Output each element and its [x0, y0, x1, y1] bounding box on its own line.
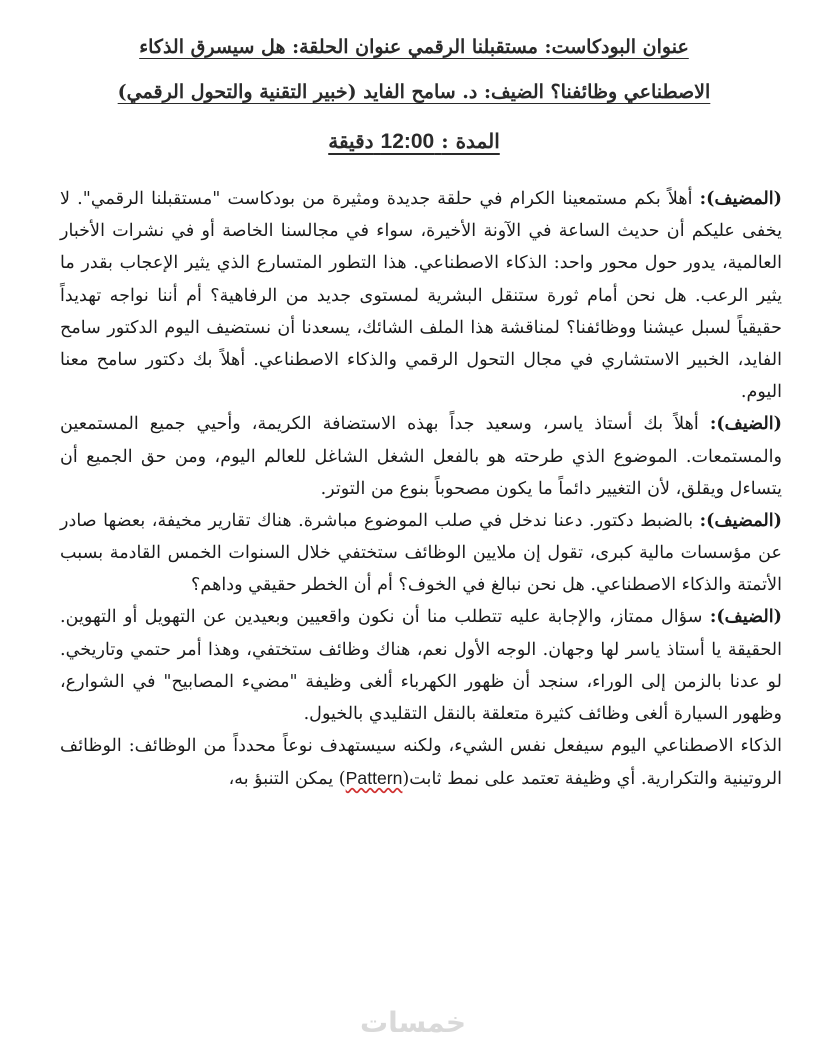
speaker-label: (الضيف): [709, 606, 782, 628]
transcript-paragraph [60, 183, 782, 408]
paragraph-text: أهلاً بكم مستمعينا الكرام في حلقة جديدة ومثيرة من بودكاست "مستقبلنا الرقمي". لا يخفى عليكم أن حديث الساعة في الآونة الأخيرة، سواء في مجالسنا الخاصة أو في نشرات الأخبار العالمية، يدور حول محور واحد: الذكاء الاصطناعي. هذا التطور المتسارع الذي يثير الإعجاب بقدر ما يثير الرعب. هل نحن أمام ثورة ستنقل البشرية لمستوى جديد من الرفاهية؟ أم أننا نواجه تهديداً حقيقياً لسبل عيشنا ووظائفنا؟ لمناقشة هذا الملف الشائك، يسعدنا أن نستضيف اليوم الدكتور سامح الفايد، الخبير الاستشاري في مجال التحول الرقمي والذكاء الاصطناعي. أهلاً بك دكتور سامح معنا اليوم. [60, 189, 782, 403]
site-watermark: خمسات [360, 1006, 467, 1039]
paragraph-text: الذكاء الاصطناعي اليوم سيفعل نفس الشيء، ولكنه سيستهدف نوعاً محدداً من الوظائف: الوظائف الروتينية والتكرارية. أي وظيفة تعتمد على نمط ثابت( [60, 736, 782, 790]
episode-guest-line: الاصطناعي وظائفنا؟ الضيف: د. سامح الفايد (خبير التقنية والتحول الرقمي) [117, 81, 711, 103]
duration-label: المدة : [441, 129, 500, 153]
duration-unit: دقيقة [328, 129, 374, 153]
transcript-paragraph [60, 601, 782, 730]
speaker-label: (المضيف): [699, 509, 782, 531]
transcript-paragraph [60, 408, 782, 505]
paragraph-text: سؤال ممتاز، والإجابة عليه تتطلب منا أن نكون واقعيين وبعيدين عن التهويل أو التهوين. الحقيقة يا أستاذ ياسر لها وجهان. الوجه الأول نعم، هناك وظائف ستختفي، وهذا أمر حتمي وتاريخي. لو عدنا بالزمن إلى الوراء، سنجد أن ظهور الكهرباء ألغى وظيفة "مضيء المصابيح" في الشوارع، وظهور السيارة ألغى وظائف كثيرة متعلقة بالنقل التقليدي بالخيول. [60, 607, 782, 724]
duration-line [0, 129, 828, 154]
transcript-paragraph [60, 505, 782, 602]
podcast-title-line: عنوان البودكاست: مستقبلنا الرقمي عنوان الحلقة: هل سيسرق الذكاء [139, 36, 689, 58]
transcript-paragraph [60, 730, 782, 795]
paragraph-text-end: ) يمكن التنبؤ به، [228, 769, 346, 790]
paragraph-text: بالضبط دكتور. دعنا ندخل في صلب الموضوع مباشرة. هناك تقارير مخيفة، بعضها صادر عن مؤسسات مالية كبرى، تقول إن ملايين الوظائف ستختفي خلال السنوات الخمس القادمة بسبب الأتمتة والذكاء الاصطناعي. هل نحن نبالغ في الخوف؟ أم أن الخطر حقيقي وداهم؟ [60, 510, 782, 596]
transcript-body [60, 183, 782, 796]
latin-term: Pattern [345, 768, 403, 789]
speaker-label: (المضيف): [699, 188, 782, 209]
duration-value: 12:00 [380, 130, 435, 153]
paragraph-text: أهلاً بك أستاذ ياسر، وسعيد جداً بهذه الاستضافة الكريمة، وأحيي جميع المستمعين والمستمعات. الموضوع الذي طرحته هو بالفعل الشغل الشاغل للعالم اليوم، ومن حق الجميع أن يتساءل ويقلق، لأن التغيير دائماً ما يكون مصحوباً بنوع من التوتر. [60, 414, 782, 499]
speaker-label: (الضيف): [709, 413, 782, 435]
